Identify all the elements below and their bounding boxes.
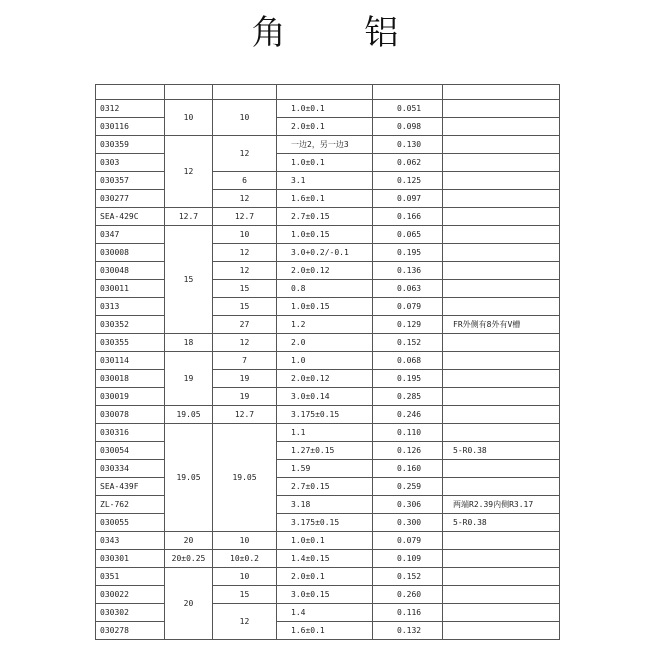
angle-aluminum-table <box>95 84 560 640</box>
remark <box>443 154 560 172</box>
product-code: 030048 <box>96 262 165 280</box>
remark <box>443 190 560 208</box>
unit-weight: 0.079 <box>373 298 443 316</box>
product-code: 0347 <box>96 226 165 244</box>
table-row <box>96 568 560 586</box>
remark <box>443 424 560 442</box>
side-a: 18 <box>165 334 213 352</box>
unit-weight: 0.152 <box>373 334 443 352</box>
unit-weight: 0.065 <box>373 226 443 244</box>
side-a: 19.05 <box>165 406 213 424</box>
thickness: 1.2 <box>277 316 373 334</box>
unit-weight: 0.125 <box>373 172 443 190</box>
remark <box>443 208 560 226</box>
remark <box>443 244 560 262</box>
remark <box>443 550 560 568</box>
table-row <box>96 532 560 550</box>
remark <box>443 568 560 586</box>
unit-weight: 0.079 <box>373 532 443 550</box>
side-b: 12 <box>213 244 277 262</box>
thickness: 1.0±0.15 <box>277 226 373 244</box>
thickness: 2.0±0.12 <box>277 262 373 280</box>
unit-weight: 0.116 <box>373 604 443 622</box>
thickness: 3.18 <box>277 496 373 514</box>
product-code: 030359 <box>96 136 165 154</box>
table-row <box>96 424 560 442</box>
product-code: 030278 <box>96 622 165 640</box>
product-code: 030116 <box>96 118 165 136</box>
product-code: 030022 <box>96 586 165 604</box>
side-a: 15 <box>165 226 213 334</box>
side-b: 10±0.2 <box>213 550 277 568</box>
thickness: 3.175±0.15 <box>277 406 373 424</box>
unit-weight: 0.259 <box>373 478 443 496</box>
remark <box>443 136 560 154</box>
side-b: 15 <box>213 280 277 298</box>
remark <box>443 172 560 190</box>
side-b: 15 <box>213 298 277 316</box>
thickness: 2.0±0.12 <box>277 370 373 388</box>
unit-weight: 0.063 <box>373 280 443 298</box>
unit-weight: 0.126 <box>373 442 443 460</box>
unit-weight: 0.051 <box>373 100 443 118</box>
unit-weight: 0.195 <box>373 370 443 388</box>
thickness: 3.0±0.14 <box>277 388 373 406</box>
product-code: 030078 <box>96 406 165 424</box>
table-row <box>96 100 560 118</box>
side-a: 12 <box>165 136 213 208</box>
remark <box>443 226 560 244</box>
product-code: 0303 <box>96 154 165 172</box>
thickness: 1.4±0.15 <box>277 550 373 568</box>
thickness: 1.6±0.1 <box>277 622 373 640</box>
unit-weight: 0.068 <box>373 352 443 370</box>
thickness: 1.0 <box>277 352 373 370</box>
product-code: 030357 <box>96 172 165 190</box>
product-code: 030352 <box>96 316 165 334</box>
table-row <box>96 226 560 244</box>
remark: 5-R0.38 <box>443 514 560 532</box>
thickness: 2.7±0.15 <box>277 208 373 226</box>
table-header-row <box>96 85 560 100</box>
unit-weight: 0.130 <box>373 136 443 154</box>
side-b: 10 <box>213 532 277 550</box>
remark <box>443 388 560 406</box>
product-code: 0343 <box>96 532 165 550</box>
side-b: 19.05 <box>213 424 277 532</box>
thickness: 1.4 <box>277 604 373 622</box>
unit-weight: 0.136 <box>373 262 443 280</box>
remark <box>443 604 560 622</box>
unit-weight: 0.246 <box>373 406 443 424</box>
unit-weight: 0.195 <box>373 244 443 262</box>
thickness: 1.1 <box>277 424 373 442</box>
table-row <box>96 208 560 226</box>
product-code: SEA-429C <box>96 208 165 226</box>
side-a: 20±0.25 <box>165 550 213 568</box>
product-code: 030302 <box>96 604 165 622</box>
product-code: 030334 <box>96 460 165 478</box>
thickness: 2.0±0.1 <box>277 118 373 136</box>
remark <box>443 622 560 640</box>
thickness: 1.0±0.1 <box>277 532 373 550</box>
remark <box>443 334 560 352</box>
table-row <box>96 550 560 568</box>
side-a: 20 <box>165 532 213 550</box>
unit-weight: 0.110 <box>373 424 443 442</box>
page-title: 角 铝 <box>251 13 433 53</box>
side-b: 7 <box>213 352 277 370</box>
thickness: 一边2，另一边3 <box>277 136 373 154</box>
side-b: 12 <box>213 604 277 640</box>
thickness: 1.59 <box>277 460 373 478</box>
product-code: 030316 <box>96 424 165 442</box>
product-code: 030114 <box>96 352 165 370</box>
thickness: 3.0±0.15 <box>277 586 373 604</box>
remark <box>443 532 560 550</box>
side-b: 10 <box>213 568 277 586</box>
product-code: 030055 <box>96 514 165 532</box>
unit-weight: 0.300 <box>373 514 443 532</box>
product-code: 030054 <box>96 442 165 460</box>
side-a: 10 <box>165 100 213 136</box>
remark <box>443 298 560 316</box>
unit-weight: 0.109 <box>373 550 443 568</box>
thickness: 3.1 <box>277 172 373 190</box>
side-b: 10 <box>213 226 277 244</box>
side-a: 20 <box>165 568 213 640</box>
remark <box>443 262 560 280</box>
thickness: 1.6±0.1 <box>277 190 373 208</box>
remark: 两端R2.39内侧R3.17 <box>443 496 560 514</box>
remark: FR外侧有8外有V槽 <box>443 316 560 334</box>
side-b: 12.7 <box>213 208 277 226</box>
product-code: 030277 <box>96 190 165 208</box>
side-b: 12 <box>213 334 277 352</box>
side-b: 19 <box>213 388 277 406</box>
remark <box>443 352 560 370</box>
side-b: 6 <box>213 172 277 190</box>
thickness: 3.0+0.2/-0.1 <box>277 244 373 262</box>
remark <box>443 100 560 118</box>
unit-weight: 0.160 <box>373 460 443 478</box>
side-b: 12 <box>213 136 277 172</box>
unit-weight: 0.152 <box>373 568 443 586</box>
thickness: 1.0±0.15 <box>277 298 373 316</box>
side-a: 12.7 <box>165 208 213 226</box>
remark <box>443 280 560 298</box>
product-code: 030301 <box>96 550 165 568</box>
table-row <box>96 136 560 154</box>
unit-weight: 0.062 <box>373 154 443 172</box>
remark <box>443 586 560 604</box>
product-code: 030355 <box>96 334 165 352</box>
remark <box>443 118 560 136</box>
product-code: 030008 <box>96 244 165 262</box>
side-b: 19 <box>213 370 277 388</box>
product-code: 030011 <box>96 280 165 298</box>
thickness: 1.0±0.1 <box>277 100 373 118</box>
table-row <box>96 406 560 424</box>
remark: 5-R0.38 <box>443 442 560 460</box>
unit-weight: 0.098 <box>373 118 443 136</box>
side-b: 15 <box>213 586 277 604</box>
remark <box>443 370 560 388</box>
remark <box>443 406 560 424</box>
thickness: 2.0 <box>277 334 373 352</box>
unit-weight: 0.097 <box>373 190 443 208</box>
product-code: 0313 <box>96 298 165 316</box>
product-code: 0351 <box>96 568 165 586</box>
side-a: 19 <box>165 352 213 406</box>
remark <box>443 460 560 478</box>
side-a: 19.05 <box>165 424 213 532</box>
thickness: 2.7±0.15 <box>277 478 373 496</box>
thickness: 2.0±0.1 <box>277 568 373 586</box>
product-code: 0312 <box>96 100 165 118</box>
thickness: 0.8 <box>277 280 373 298</box>
side-b: 10 <box>213 100 277 136</box>
side-b: 27 <box>213 316 277 334</box>
table-row <box>96 334 560 352</box>
unit-weight: 0.132 <box>373 622 443 640</box>
thickness: 1.0±0.1 <box>277 154 373 172</box>
product-code: 030019 <box>96 388 165 406</box>
unit-weight: 0.285 <box>373 388 443 406</box>
thickness: 1.27±0.15 <box>277 442 373 460</box>
side-b: 12.7 <box>213 406 277 424</box>
unit-weight: 0.166 <box>373 208 443 226</box>
side-b: 12 <box>213 190 277 208</box>
unit-weight: 0.129 <box>373 316 443 334</box>
product-code: 030018 <box>96 370 165 388</box>
unit-weight: 0.306 <box>373 496 443 514</box>
table-row <box>96 352 560 370</box>
side-b: 12 <box>213 262 277 280</box>
remark <box>443 478 560 496</box>
product-code: ZL-762 <box>96 496 165 514</box>
unit-weight: 0.260 <box>373 586 443 604</box>
thickness: 3.175±0.15 <box>277 514 373 532</box>
product-code: SEA-439F <box>96 478 165 496</box>
